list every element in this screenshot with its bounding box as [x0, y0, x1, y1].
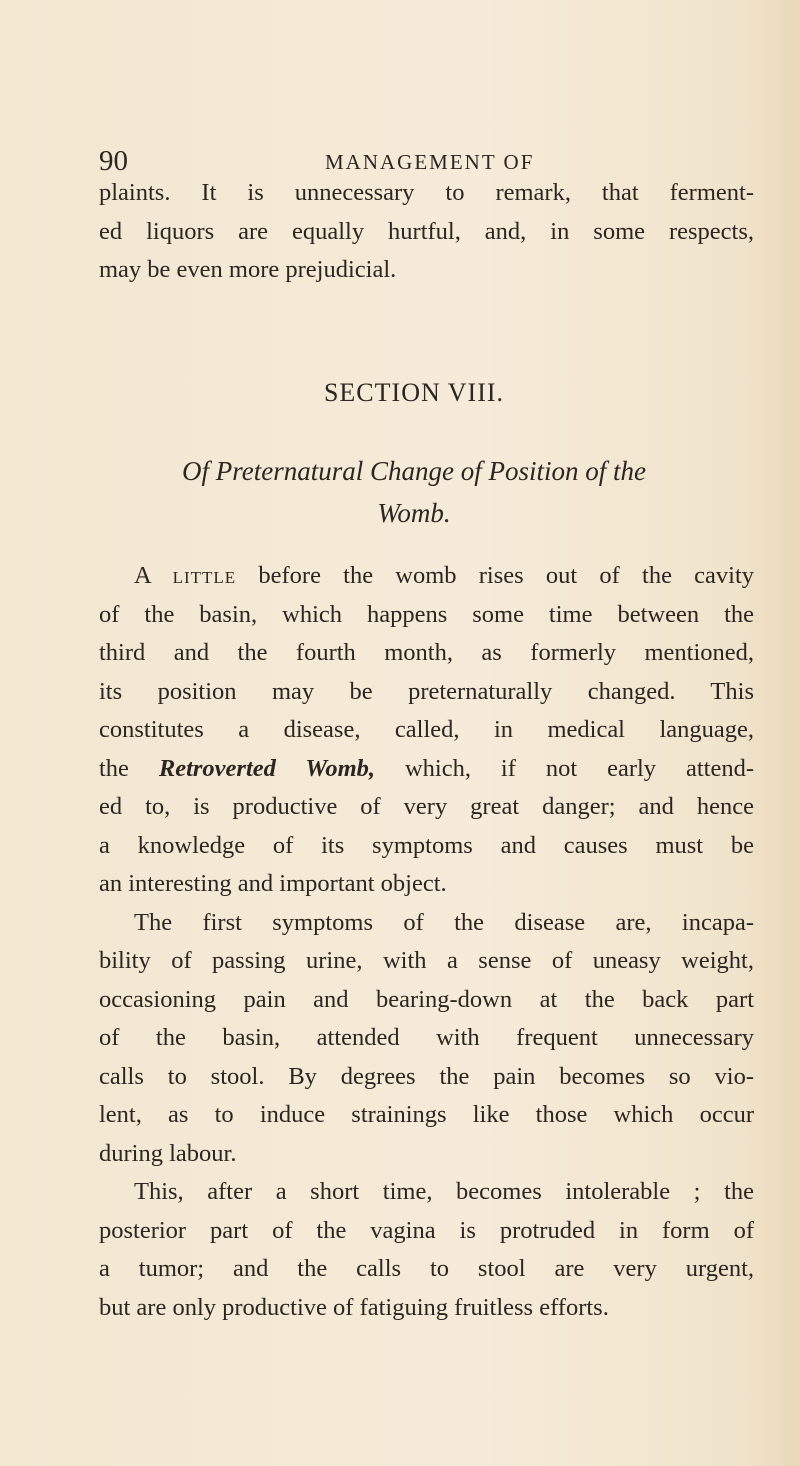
text-line: an interesting and important object. [99, 870, 447, 897]
subtitle-line: Of Preternatural Change of Position of the [182, 456, 646, 486]
text-line: of the basin, attended with frequent unnecessary [99, 1024, 754, 1051]
text-line: may be even more prejudicial. [99, 256, 397, 283]
text-line: lent, as to induce strainings like those which occur [99, 1101, 754, 1128]
text-line: a knowledge of its symptoms and causes must be [99, 831, 754, 859]
text-line: ed to, is productive of very great danger; and hence [99, 793, 754, 820]
smallcaps-word: little [172, 562, 237, 589]
text-line: occasioning pain and bearing-down at the back part [99, 985, 754, 1013]
line-text: before the womb rises out of the cavity [258, 562, 755, 589]
text-line: of the basin, which happens some time between the [99, 600, 754, 628]
text-line: constitutes a disease, called, in medical language, [99, 716, 754, 743]
line-text: the [99, 754, 129, 782]
text-line: during labour. [99, 1139, 237, 1167]
section-title: SECTION VIII. [323, 378, 505, 407]
section-subtitle [0, 450, 800, 534]
text-line: The first symptoms of the disease are, incapa- [134, 908, 754, 936]
text-line: calls to stool. By degrees the pain becomes so vio- [99, 1062, 754, 1090]
main-text [99, 557, 754, 1327]
emphasized-term: Retroverted Womb, [158, 754, 376, 782]
text-line: bility of passing urine, with a sense of uneasy weight, [99, 947, 754, 974]
intro-paragraph [99, 174, 754, 290]
text-line: its position may be preternaturally changed. This [99, 677, 754, 705]
text-line: third and the fourth month, as formerly mentioned, [99, 639, 754, 666]
text-line: This, after a short time, becomes intolerable ; the [134, 1178, 754, 1205]
text-line: ed liquors are equally hurtful, and, in some respects, [99, 217, 754, 245]
text-line: but are only productive of fatiguing fruitless efforts. [99, 1293, 609, 1321]
line-text: which, if not early attend- [404, 754, 754, 782]
running-head: MANAGEMENT OF [325, 150, 535, 174]
subtitle-line: Womb. [377, 498, 451, 528]
text-line: a tumor; and the calls to stool are very urgent, [99, 1255, 754, 1282]
text-line: plaints. It is unnecessary to remark, that ferment- [99, 179, 754, 206]
text-line [99, 750, 754, 789]
text-line [99, 557, 754, 596]
page-number: 90 [99, 145, 128, 177]
text-line: posterior part of the vagina is protruded in form of [99, 1216, 754, 1244]
drop-word: A [134, 562, 151, 589]
